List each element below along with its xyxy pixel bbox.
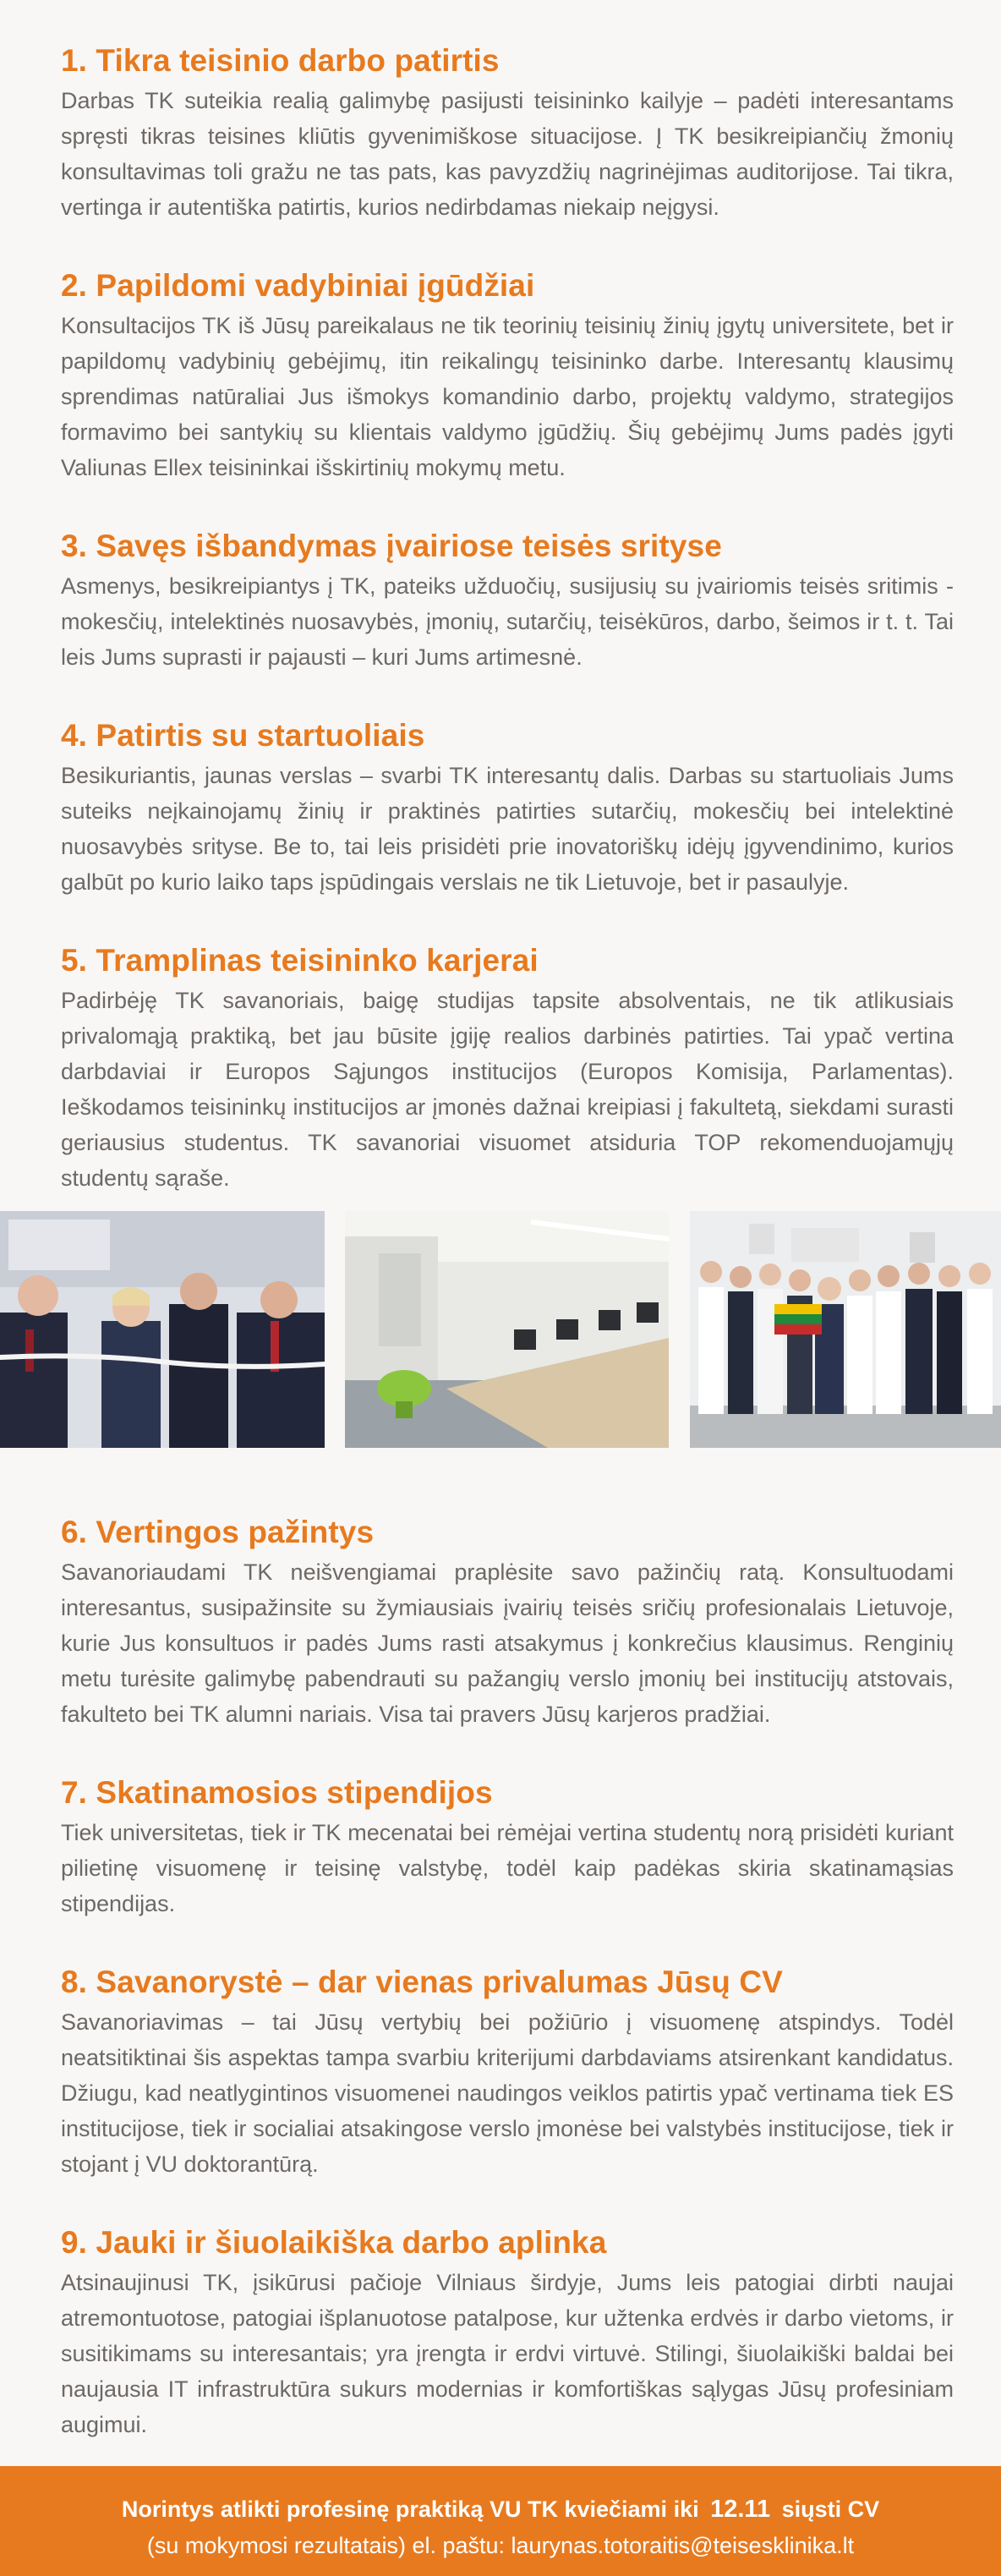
section-text: Asmenys, besikreipiantys į TK, pateiks užduočių, susijusių su įvairiomis teisės sritimis - mokesčių, intelektinės nuosavybės, įmonių, sutarčių, teisėkūros, darbo, šeimos ir t. t. Tai leis Jums suprasti ir pajausti – kuri Jums artimesnė. [61,573,954,670]
section-title: 5. Tramplinas teisininko karjerai [61,943,539,978]
section-1 [61,42,954,225]
section-title: 9. Jauki ir šiuolaikiška darbo aplinka [61,2225,607,2260]
section-text: Savanoriaudami TK neišvengiamai praplėsite savo pažinčių ratą. Konsultuodami interesantus, susipažinsite su žymiausiais įvairių teisės sričių profesionalais Lietuvoje, kurie Jus konsultuos ir padės Jums rasti atsakymus į konkrečius klausimus. Renginių metu turėsite galimybę pabendrauti su pažangių verslo įmonių bei institucijų atstovais, fakulteto bei TK alumni nariais. Visa tai pravers Jūsų karjeros pradžiai. [61,1559,954,1727]
photo-group [690,1211,1001,1448]
section-text: Konsultacijos TK iš Jūsų pareikalaus ne tik teorinių teisinių žinių įgytų universitete, bet ir papildomų vadybinių gebėjimų, itin reikalingų teisininko darbe. Interesantų klausimų sprendimas natūraliai Jus išmokys komandinio darbo, projektų valdymo, strategijos formavimo bei santykių su klientais valdymo įgūdžių. Šių gebėjimų Jums padės įgyti Valiunas Ellex teisininkai išskirtinių mokymų metu. [61,313,954,480]
section-6 [61,1514,954,1732]
section-text: Padirbėję TK savanoriais, baigę studijas tapsite absolventais, ne tik atlikusiais privalomąją praktiką, bet jau būsite įgiję realios darbinės patirties. Tai ypač vertina darbdaviai ir Europos Sąjungos institucijos (Europos Komisija, Parlamentas). Ieškodamos teisininkų institucijos ar įmonės dažnai kreipiasi į fakultetą, siekdami surasti geriausius studentus. TK savanoriai visuomet atsiduria TOP rekomenduojamųjų studentų sąraše. [61,988,954,1191]
section-text: Atsinaujinusi TK, įsikūrusi pačioje Vilniaus širdyje, Jums leis patogiai dirbti naujai atremontuotose, patogiai išplanuotose patalpose, kur užtenka erdvės ir darbo vietoms, ir susitikimams su interesantais; yra įrengta ir erdvi virtuvė. Stilingi, šiuolaikiški baldai bei naujausia IT infrastruktūra sukurs modernias ir komfortiškas sąlygas Jūsų profesiniam augimui. [61,2270,954,2437]
section-title: 4. Patirtis su startuoliais [61,718,425,753]
section-title: 8. Savanorystė – dar vienas privalumas Jūsų CV [61,1965,783,1999]
section-title: 7. Skatinamosios stipendijos [61,1775,493,1810]
section-7 [61,1774,954,1921]
sections-top [61,42,954,1238]
section-title: 6. Vertingos pažintys [61,1515,375,1549]
footer-email-line: (su mokymosi rezultatais) el. paštu: laurynas.totoraitis@teisesklinika.lt [146,2533,855,2558]
photo-office-interior [345,1211,669,1448]
section-text: Savanoriavimas – tai Jūsų vertybių bei požiūrio į visuomenę atspindys. Todėl neatsitiktinai šis aspektas tampa svarbiu kriterijumi darbdaviams atsirenkant kandidatus. Džiugu, kad neatlygintinos visuomenei naudingos veiklos patirtis ypač vertinama tiek ES institucijose, tiek ir socialiai atsakingose verslo įmonėse bei valstybės institucijose, tiek ir stojant į VU doktorantūrą. [61,2009,954,2177]
section-title: 3. Savęs išbandymas įvairiose teisės srityse [61,529,722,563]
section-text: Darbas TK suteikia realią galimybę pasijusti teisininko kailyje – padėti interesantams spręsti tikras teisines kliūtis gyvenimiškose situacijose. Į TK besikreipiančių žmonių konsultavimas toli gražu ne tas pats, kas pavyzdžių nagrinėjimas auditorijose. Tai tikra, vertinga ir autentiška patirtis, kurios nedirbdamas niekaip neįgysi. [61,88,954,220]
section-9 [61,2224,954,2442]
footer-text-before: Norintys atlikti profesinę praktiką VU TK kviečiami iki [121,2497,699,2522]
photo-strip [0,1211,1001,1448]
section-title: 2. Papildomi vadybiniai įgūdžiai [61,268,535,303]
section-8 [61,1964,954,2182]
footer-text-after: siųsti CV [781,2497,880,2522]
footer-call-to-action [0,2494,1001,2524]
section-3 [61,528,954,675]
section-text: Tiek universitetas, tiek ir TK mecenatai bei rėmėjai vertina studentų norą prisidėti kuriant pilietinę visuomenę ir teisinę valstybę, todėl kaip padėkas skiria skatinamąsias stipendijas. [61,1820,954,1916]
section-5 [61,942,954,1196]
footer-banner [0,2466,1001,2576]
photo-ribbon-cutting [0,1211,325,1448]
section-title: 1. Tikra teisinio darbo patirtis [61,43,500,78]
footer-deadline-date: 12.11 [710,2496,771,2523]
section-4 [61,717,954,900]
section-2 [61,267,954,485]
sections-bottom [61,1514,954,2485]
section-text: Besikuriantis, jaunas verslas – svarbi TK interesantų dalis. Darbas su startuoliais Jums suteiks neįkainojamų žinių ir praktinės patirties sutarčių, mokesčių bei intelektinė nuosavybės srityse. Be to, tai leis prisidėti prie inovatoriškų idėjų įgyvendinimo, kurios galbūt po kurio laiko taps įspūdingais verslais ne tik Lietuvoje, bet ir pasaulyje. [61,763,954,895]
